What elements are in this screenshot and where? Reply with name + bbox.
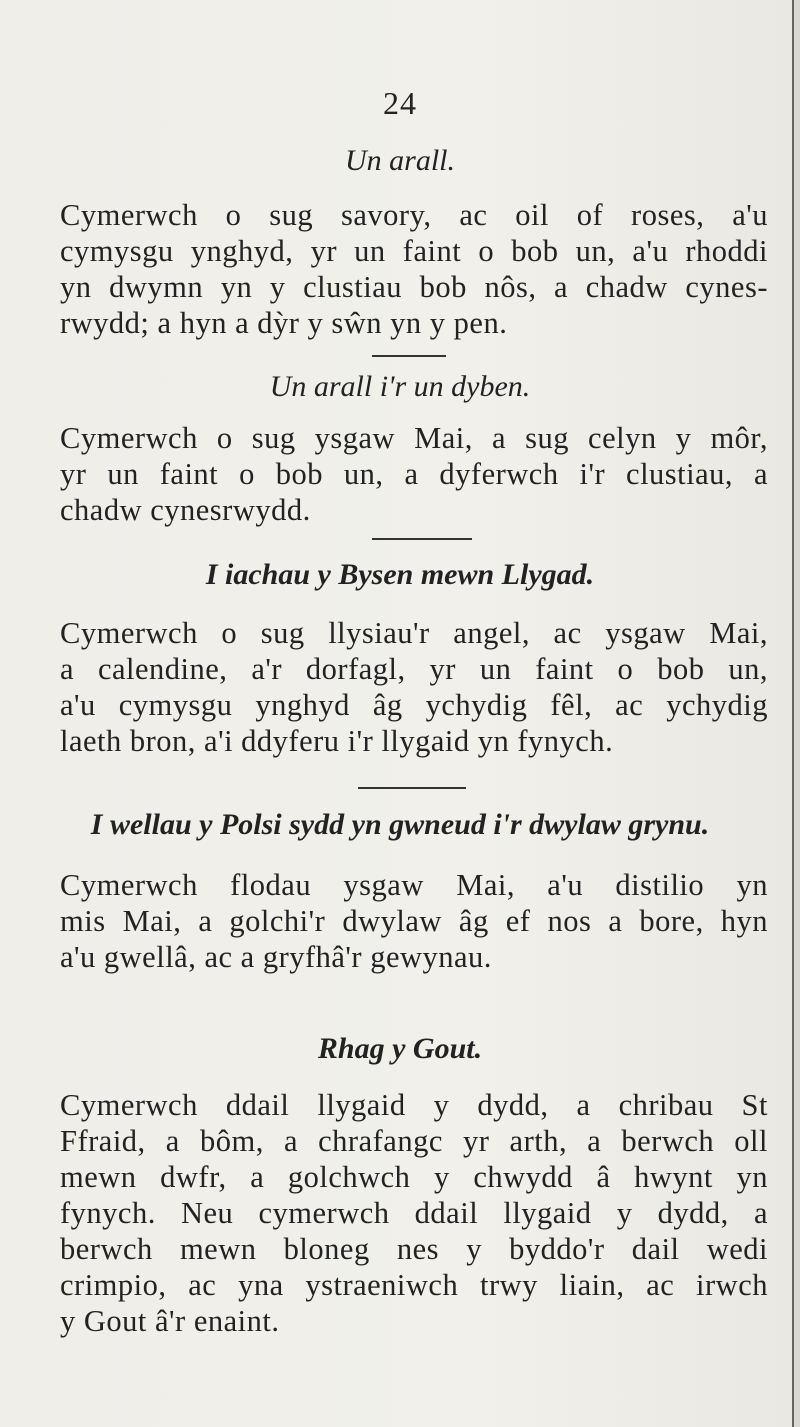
paragraph-line: Cymerwch ddail llygaid y dydd, a chribau St xyxy=(60,1088,768,1122)
paragraph-line: Cymerwch o sug savory, ac oil of roses, a'u xyxy=(60,198,768,232)
paragraph-line: rwydd; a hyn a dỳr y sŵn yn y pen. xyxy=(60,306,508,340)
page-edge-line xyxy=(792,0,794,1427)
section-heading-un-arall: Un arall. xyxy=(344,144,455,177)
section-divider xyxy=(372,355,446,357)
paragraph-line: chadw cynesrwydd. xyxy=(60,493,311,527)
paragraph-line: yn dwymn yn y clustiau bob nôs, a chadw cynes- xyxy=(60,270,768,304)
section-heading-polsi: I wellau y Polsi sydd yn gwneud i'r dwylaw grynu. xyxy=(90,808,710,841)
section-divider xyxy=(358,787,466,789)
section-divider xyxy=(372,538,472,540)
paragraph-line: cymysgu ynghyd, yr un faint o bob un, a'u rhoddi xyxy=(60,234,768,268)
section-heading-bysen: I iachau y Bysen mewn Llygad. xyxy=(205,558,595,591)
page-number: 24 xyxy=(383,85,417,121)
paragraph-line: Cymerwch o sug llysiau'r angel, ac ysgaw Mai, xyxy=(60,616,768,650)
section-paragraph xyxy=(60,867,768,975)
section-paragraph xyxy=(60,420,768,528)
section-heading-un-arall-dyben: Un arall i'r un dyben. xyxy=(269,370,531,403)
section-paragraph xyxy=(60,1087,768,1339)
paragraph-line: laeth bron, a'i ddyferu i'r llygaid yn fynych. xyxy=(60,724,614,758)
paragraph-line: Ffraid, a bôm, a chrafangc yr arth, a berwch oll xyxy=(60,1124,768,1158)
page-edge-shadow xyxy=(794,0,800,1427)
paragraph-line: mis Mai, a golchi'r dwylaw âg ef nos a bore, hyn xyxy=(60,904,768,938)
section-heading-gout: Rhag y Gout. xyxy=(317,1032,483,1065)
section-paragraph xyxy=(60,197,768,341)
paragraph-line: a'u gwellâ, ac a gryfhâ'r gewynau. xyxy=(60,940,492,974)
paragraph-line: mewn dwfr, a golchwch y chwydd â hwynt yn xyxy=(60,1160,768,1194)
paragraph-line: a calendine, a'r dorfagl, yr un faint o bob un, xyxy=(60,652,768,686)
paragraph-line: berwch mewn bloneg nes y byddo'r dail wedi xyxy=(60,1232,768,1266)
paragraph-line: a'u cymysgu ynghyd âg ychydig fêl, ac ychydig xyxy=(60,688,768,722)
paragraph-line: yr un faint o bob un, a dyferwch i'r clustiau, a xyxy=(60,457,768,491)
paragraph-line: Cymerwch flodau ysgaw Mai, a'u distilio yn xyxy=(60,868,768,902)
paragraph-line: Cymerwch o sug ysgaw Mai, a sug celyn y môr, xyxy=(60,421,768,455)
paragraph-line: y Gout â'r enaint. xyxy=(60,1304,280,1338)
paragraph-line: crimpio, ac yna ystraeniwch trwy liain, ac irwch xyxy=(60,1268,768,1302)
paragraph-line: fynych. Neu cymerwch ddail llygaid y dydd, a xyxy=(60,1196,768,1230)
section-paragraph xyxy=(60,615,768,759)
